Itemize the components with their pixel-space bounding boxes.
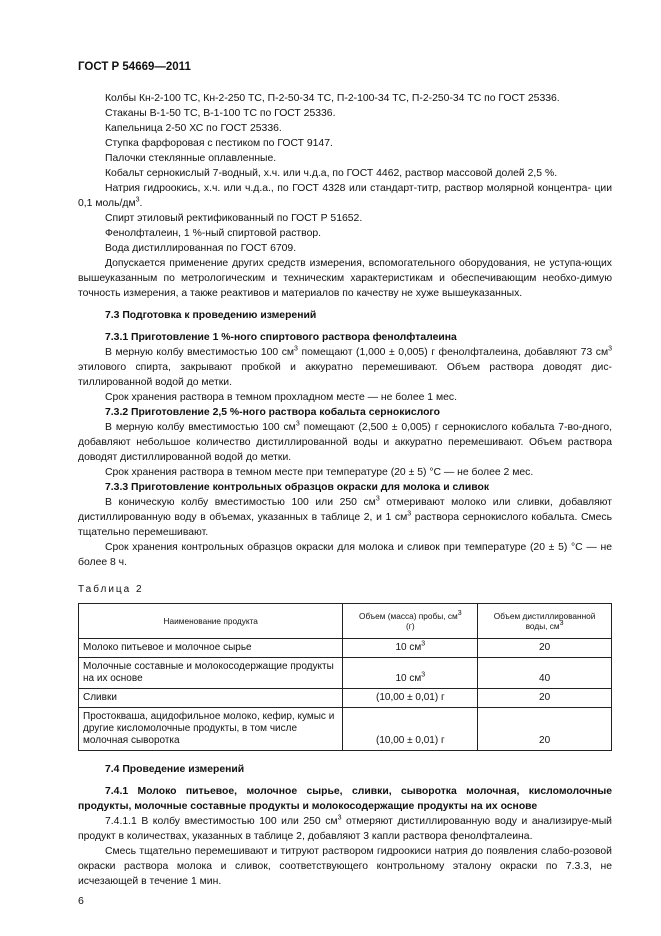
table-cell-product: Молочные составные и молокосодержащие продукты на их основе — [79, 658, 343, 689]
table-cell-product: Простокваша, ацидофильное молоко, кефир, кумыс и другие кисломолочные продукты, в том числе молочная сыворотка — [79, 708, 343, 751]
table-cell-water: 20 — [478, 708, 612, 751]
table-row — [79, 708, 612, 751]
table-2 — [78, 603, 612, 751]
reagent-naoh: Натрия гидроокись, х.ч. или ч.д.а., по ГОСТ 4328 или стандарт-титр, раствор молярной концентра- ции 0,1 моль/$дм^3$. — [78, 183, 612, 209]
table-cell-amount: 10 $см^3$ — [343, 639, 478, 658]
page-number: 6 — [78, 895, 84, 907]
table-row — [79, 658, 612, 689]
section-7-3-3-storage: Срок хранения контрольных образцов окраски для молока и сливок при температуре (20 ± 5) °C — не более 8 ч. — [78, 542, 612, 568]
reagent-phenolphthalein: Фенолфталеин, 1 %-ный спиртовой раствор. — [105, 228, 322, 239]
section-7-3-1-storage: Срок хранения раствора в темном прохладном месте — не более 1 мес. — [105, 392, 457, 403]
table-caption: Таблица 2 — [78, 584, 144, 595]
section-7-3-2-storage: Срок хранения раствора в темном месте при температуре (20 ± 5) °C — не более 2 мес. — [105, 467, 534, 478]
reagent-cobalt: Кобальт сернокислый 7-водный, х.ч. или ч.д.а, по ГОСТ 4462, раствор массовой долей 2,5 %. — [105, 168, 558, 179]
section-7-3-2-title: 7.3.2 Приготовление 2,5 %-ного раствора кобальта сернокислого — [105, 407, 440, 418]
table-header: Объем дистиллированной воды, $см^3$ — [478, 604, 612, 639]
section-7-4-title: 7.4 Проведение измерений — [105, 764, 245, 775]
section-7-4-1-1-text: 7.4.1.1 В колбу вместимостью 100 или 250 $см^3$ отмеряют дистиллированную воду и анализируе-мый продукт в количествах, указанных в таблице 2, добавляют 3 капли раствора фенолфталеина. — [78, 814, 612, 842]
document-body — [78, 91, 612, 889]
section-7-3-1-title: 7.3.1 Приготовление 1 %-ного спиртового раствора фенолфталеина — [105, 332, 457, 343]
document-header: ГОСТ Р 54669—2011 — [78, 61, 191, 73]
reagent-water: Вода дистиллированная по ГОСТ 6709. — [105, 243, 297, 254]
table-header: Объем (масса) пробы, $см^3$ (г) — [343, 604, 478, 639]
section-7-3-3-text: В коническую колбу вместимостью 100 или 250 $см^3$ отмеривают молоко или сливки, добавляют дистиллированную воду в объемах, указанных в таблице 2, и 1 $см^3$ раствора сернокислого кобальта. Смесь тщательно перемешивают. — [78, 495, 612, 538]
section-7-3-3-title: 7.3.3 Приготовление контрольных образцов окраски для молока и сливок — [105, 482, 490, 493]
equipment-mortar: Ступка фарфоровая с пестиком по ГОСТ 9147. — [105, 138, 333, 149]
table-cell-product: Молоко питьевое и молочное сырье — [79, 639, 343, 658]
equipment-glasses: Стаканы В-1-50 ТС, В-1-100 ТС по ГОСТ 25336. — [105, 108, 336, 119]
reagent-ethanol: Спирт этиловый ректификованный по ГОСТ Р 51652. — [105, 213, 363, 224]
section-7-3-1-text: В мерную колбу вместимостью 100 $см^3$ помещают (1,000 ± 0,005) г фенолфталеина, добавляют 73 $см^3$ этилового спирта, закрывают пробкой и аккуратно перемешивают. Объем раствора доводят дис-тиллированной водой до метки. — [78, 345, 612, 388]
section-7-4-1-1-mix: Смесь тщательно перемешивают и титруют раствором гидроокиси натрия до появления слабо-розовой окраски раствора молока и сливок, соответствующего контрольному эталону окраски по 7.3.3, не исчезающей в течение 1 мин. — [78, 846, 612, 887]
table-cell-product: Сливки — [79, 689, 343, 708]
equipment-dropper: Капельница 2-50 ХС по ГОСТ 25336. — [105, 123, 282, 134]
table-cell-amount: (10,00 ± 0,01) г — [343, 708, 478, 751]
table-row — [79, 689, 612, 708]
table-row — [79, 639, 612, 658]
section-7-4-1-title: 7.4.1 Молоко питьевое, молочное сырье, сливки, сыворотка молочная, кисломолочные продукты, молочные составные продукты и молокосодержащие продукты на их основе — [78, 786, 612, 812]
table-cell-water: 40 — [478, 658, 612, 689]
table-cell-water: 20 — [478, 689, 612, 708]
section-7-3-2-text: В мерную колбу вместимостью 100 $см^3$ помещают (2,500 ± 0,005) г сернокислого кобальта 7-во-дного, добавляют небольшое количество дистиллированной воды и аккуратно перемешивают. Объем раствора доводят дистиллированной водой до метки. — [78, 420, 612, 463]
table-cell-amount: 10 $см^3$ — [343, 658, 478, 689]
allowed-paragraph: Допускается применение других средств измерения, вспомогательного оборудования, не уступа-ющих вышеуказанным по метрологическим и техническим характеристикам и обеспечивающим необхо-димую точность измерения, а также реактивов и материалов по качеству не хуже вышеуказанных. — [78, 258, 612, 299]
table-header-row — [79, 604, 612, 639]
equipment-rods: Палочки стеклянные оплавленные. — [105, 153, 277, 164]
table-header: Наименование продукта — [79, 604, 343, 639]
equipment-flasks: Колбы Кн-2-100 ТС, Кн-2-250 ТС, П-2-50-34 ТС, П-2-100-34 ТС, П-2-250-34 ТС по ГОСТ 25336. — [105, 93, 560, 104]
table-cell-water: 20 — [478, 639, 612, 658]
table-cell-amount: (10,00 ± 0,01) г — [343, 689, 478, 708]
section-7-3-title: 7.3 Подготовка к проведению измерений — [105, 310, 317, 321]
